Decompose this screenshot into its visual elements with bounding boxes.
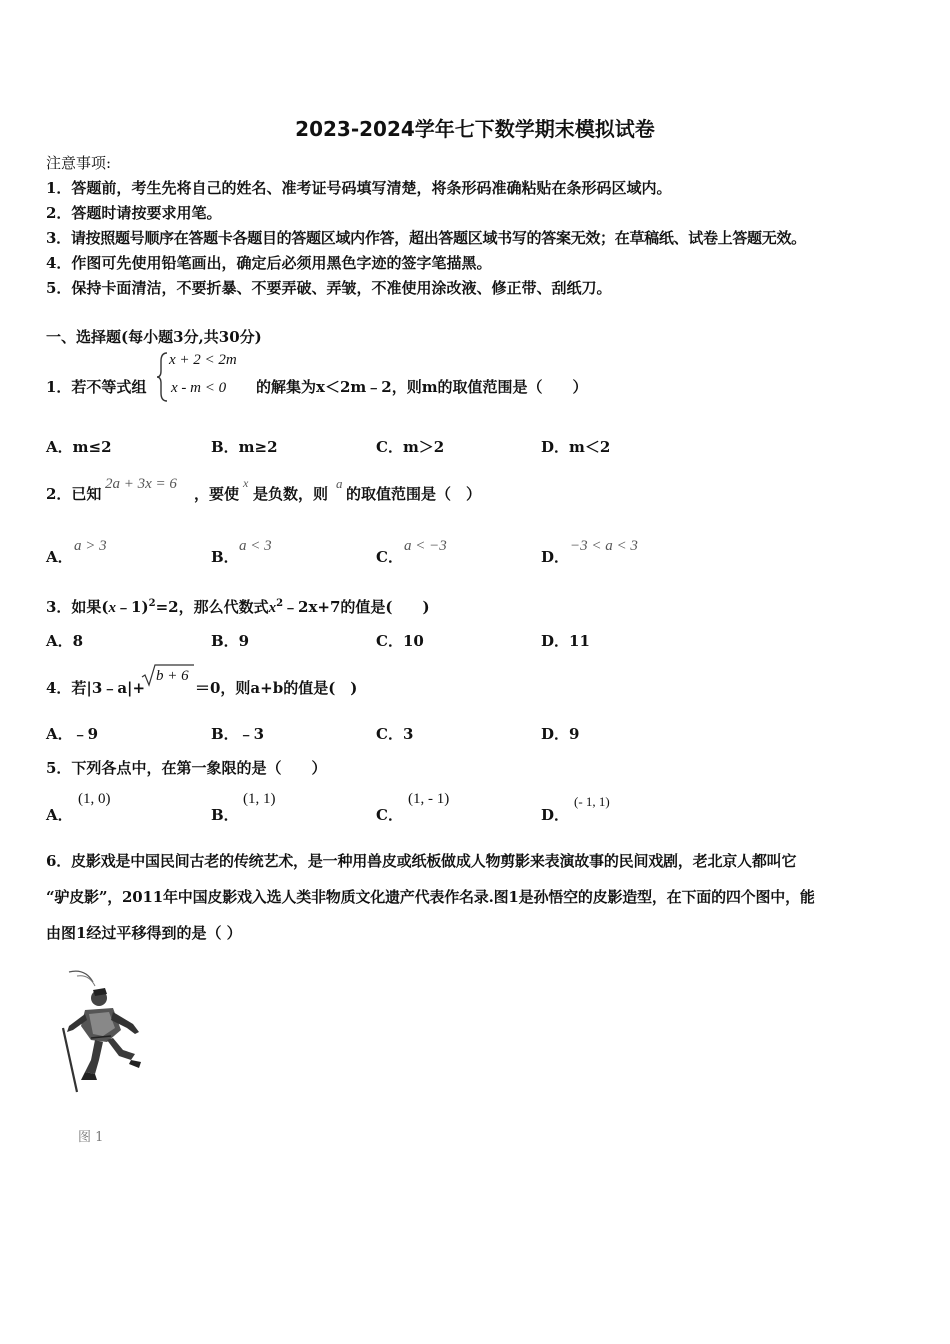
- q2-equation: 2a + 3x = 6: [105, 476, 177, 492]
- q4-suffix: ＝0，则a+b的值是( ): [195, 679, 358, 697]
- option-b[interactable]: a < 3: [239, 538, 272, 554]
- notice-heading: 注意事项:: [46, 154, 112, 172]
- shadow-puppet-figure: [55, 968, 155, 1096]
- q6-line: “驴皮影”，2011年中国皮影戏入选人类非物质文化遗产代表作名录.图1是孙悟空的皮影造型，在下面的四个图中，能: [46, 888, 815, 906]
- option-a[interactable]: a > 3: [74, 538, 107, 554]
- option-a[interactable]: A．8: [46, 632, 84, 650]
- option-d[interactable]: −3 < a < 3: [570, 538, 638, 554]
- option-a[interactable]: (1, 0): [78, 791, 111, 807]
- option-b-label: B．: [211, 806, 239, 824]
- option-c-label: C．: [376, 548, 403, 566]
- q2-var-x: x: [243, 476, 249, 490]
- option-d[interactable]: D．m＜2: [541, 438, 611, 456]
- system-brace: [156, 351, 170, 403]
- q5-stem: 5．下列各点中，在第一象限的是（ ）: [46, 759, 327, 777]
- q2-var-a: a: [336, 476, 343, 491]
- q1-prefix: 1．若不等式组: [46, 378, 147, 396]
- page-title: 2023-2024学年七下数学期末模拟试卷: [295, 117, 655, 141]
- option-d[interactable]: (- 1, 1): [574, 794, 610, 809]
- notice-item: 4．作图可先使用铅笔画出，确定后必须用黑色字迹的签字笔描黑。: [46, 254, 492, 272]
- q2-prefix: 2．已知: [46, 485, 102, 503]
- q1-inequality-2: x - m < 0: [171, 380, 227, 396]
- option-b[interactable]: B．9: [211, 632, 250, 650]
- q2-mid-1: ，要使: [194, 485, 240, 503]
- option-c[interactable]: C．m＞2: [376, 438, 445, 456]
- option-b[interactable]: B．﹣3: [211, 725, 265, 743]
- option-c[interactable]: a < −3: [404, 538, 447, 554]
- notice-item: 1．答题前，考生先将自己的姓名、准考证号码填写清楚，将条形码准确粘贴在条形码区域内。: [46, 179, 672, 197]
- option-b[interactable]: (1, 1): [243, 791, 276, 807]
- q3-stem: 3．如果(x﹣1)$^2$=2，那么代数式$x^2﹣2x+7$的值是( ): [46, 598, 430, 616]
- option-c[interactable]: C．10: [376, 632, 424, 650]
- notice-item: 2．答题时请按要求用笔。: [46, 204, 222, 222]
- option-d-label: D．: [541, 806, 570, 824]
- option-a[interactable]: A．﹣9: [46, 725, 99, 743]
- option-d[interactable]: D．11: [541, 632, 590, 650]
- q1-suffix: 的解集为x＜2m﹣2，则m的取值范围是（ ）: [256, 378, 588, 396]
- section-heading: 一、选择题(每小题3分,共30分): [46, 328, 262, 346]
- q4-radicand: b + 6: [156, 668, 189, 684]
- figure-caption: 图 1: [78, 1130, 104, 1145]
- option-a-label: A．: [46, 548, 73, 566]
- q6-line: 6．皮影戏是中国民间古老的传统艺术，是一种用兽皮或纸板做成人物剪影来表演故事的民间戏剧，老北京人都叫它: [46, 852, 797, 870]
- q4-prefix: 4．若|3﹣a|+: [46, 679, 146, 697]
- option-d-label: D．: [541, 548, 570, 566]
- q2-mid-2: 是负数，则: [253, 485, 329, 503]
- notice-item: 5．保持卡面清洁，不要折暴、不要弄破、弄皱，不准使用涂改液、修正带、刮纸刀。: [46, 279, 612, 297]
- option-c[interactable]: (1, - 1): [408, 791, 450, 807]
- option-a[interactable]: A．m≤2: [46, 438, 112, 456]
- option-d[interactable]: D．9: [541, 725, 580, 743]
- q1-inequality-1: x + 2 < 2m: [169, 352, 237, 368]
- option-b[interactable]: B．m≥2: [211, 438, 278, 456]
- option-c-label: C．: [376, 806, 403, 824]
- q2-suffix: 的取值范围是（ ）: [346, 485, 482, 503]
- option-a-label: A．: [46, 806, 73, 824]
- option-b-label: B．: [211, 548, 239, 566]
- q6-line: 由图1经过平移得到的是（ ）: [46, 924, 242, 942]
- notice-item: 3．请按照题号顺序在答题卡各题目的答题区域内作答，超出答题区域书写的答案无效；在草稿纸、试卷上答题无效。: [46, 229, 806, 247]
- option-c[interactable]: C．3: [376, 725, 414, 743]
